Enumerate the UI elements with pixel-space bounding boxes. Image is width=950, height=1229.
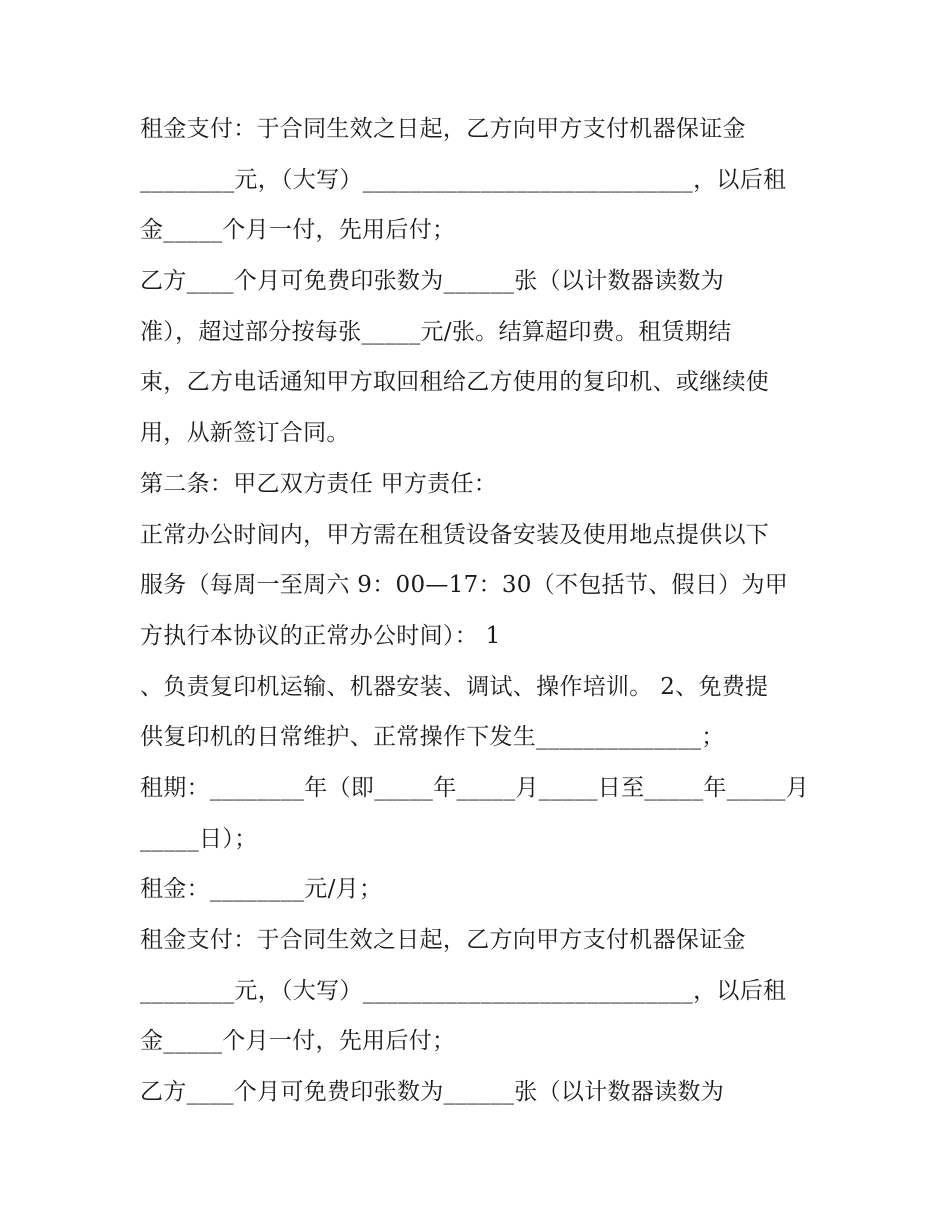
text-line-payment-cycle: 金_____个月一付，先用后付； bbox=[140, 217, 456, 244]
text-line-overage-fee: 准），超过部分按每张_____元/张。结算超印费。租赁期结 bbox=[140, 318, 732, 345]
text-line-renew-contract: 用，从新签订合同。 bbox=[140, 420, 350, 447]
text-line-deposit-amount-repeat: ________元，（大写）____________________________，以后租 bbox=[140, 977, 787, 1004]
text-line-free-prints: 乙方____个月可免费印张数为______张（以计数器读数为 bbox=[140, 268, 724, 295]
text-line-lease-term: 租期：________年（即_____年_____月_____日至_____年_____月 bbox=[140, 774, 809, 801]
text-line-rent-payment: 租金支付：于合同生效之日起，乙方向甲方支付机器保证金 bbox=[140, 116, 746, 142]
text-line-monthly-rent: 租金：________元/月； bbox=[140, 876, 383, 903]
section-heading-article-two: 第二条：甲乙双方责任 甲方责任： bbox=[140, 470, 498, 497]
text-line-maintenance: 供复印机的日常维护、正常操作下发生______________； bbox=[140, 724, 725, 751]
text-line-office-hours: 正常办公时间内，甲方需在租赁设备安装及使用地点提供以下 bbox=[140, 521, 770, 548]
text-line-rent-payment-repeat: 租金支付：于合同生效之日起，乙方向甲方支付机器保证金 bbox=[140, 927, 746, 953]
text-line-office-hours-def: 方执行本协议的正常办公时间）： 1 bbox=[140, 622, 501, 649]
text-line-service-hours: 服务（每周一至周六 9：00—17：30（不包括节、假日）为甲 bbox=[140, 572, 789, 599]
text-line-free-prints-repeat: 乙方____个月可免费印张数为______张（以计数器读数为 bbox=[140, 1079, 724, 1106]
contract-text-body bbox=[140, 104, 820, 1118]
text-line-transport-install: 、负责复印机运输、机器安装、调试、操作培训。 2、免费提 bbox=[140, 673, 769, 700]
text-line-lease-term-end: _____日）； bbox=[140, 825, 258, 852]
text-line-payment-cycle-repeat: 金_____个月一付，先用后付； bbox=[140, 1028, 456, 1055]
text-line-deposit-amount: ________元，（大写）____________________________，以后租 bbox=[140, 166, 787, 193]
text-line-lease-end: 束，乙方电话通知甲方取回租给乙方使用的复印机、或继续使 bbox=[140, 369, 770, 396]
